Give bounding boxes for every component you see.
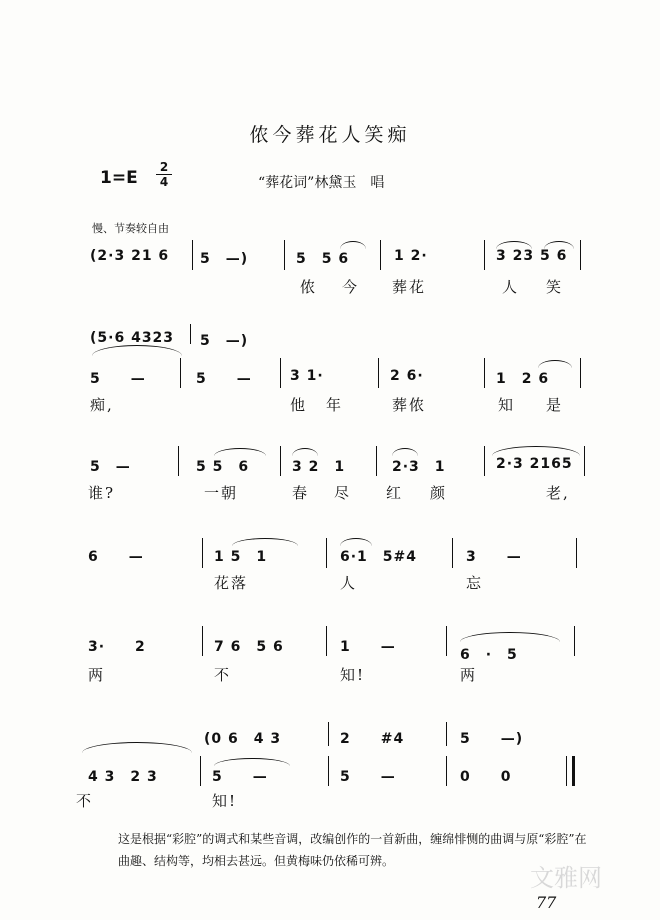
measure: 5 — xyxy=(90,371,146,387)
bar-line xyxy=(452,538,453,568)
measure: 5 5 6 xyxy=(296,251,350,267)
measure: (0 6 4 3 xyxy=(204,731,282,747)
bar-line xyxy=(284,240,285,270)
bar-line xyxy=(192,240,193,270)
page-number: 77 xyxy=(536,893,557,912)
slur xyxy=(496,241,532,249)
measure: 7 6 5 6 xyxy=(214,639,284,655)
bar-line xyxy=(446,722,447,746)
bar-line xyxy=(326,626,327,656)
lyric: 颜 xyxy=(430,484,448,502)
measure: 6 · 5 xyxy=(460,647,518,663)
key-signature: 1=E xyxy=(100,168,138,188)
measure: 5 —) xyxy=(200,333,249,349)
bar-line xyxy=(202,626,203,656)
song-credit: “葬花词”林黛玉 唱 xyxy=(258,175,385,191)
lyric: 谁? xyxy=(88,484,116,502)
bar-line xyxy=(328,722,329,746)
lyric: 年 xyxy=(326,396,344,414)
tempo-marking: 慢、节奏较自由 xyxy=(92,222,169,235)
slur xyxy=(232,538,298,546)
lyric: 知! xyxy=(340,666,366,684)
lyric: 忘 xyxy=(466,574,484,592)
measure: 3 2 1 xyxy=(292,459,346,475)
bar-line xyxy=(380,240,381,270)
slur xyxy=(340,538,372,546)
measure: 0 0 xyxy=(460,769,512,785)
lyric: 知! xyxy=(212,792,238,810)
lyric: 花落 xyxy=(214,574,249,592)
bar-line xyxy=(484,446,485,476)
bar-line xyxy=(326,538,327,568)
measure: 3 — xyxy=(466,549,522,565)
bar-line xyxy=(574,626,575,656)
bar-line xyxy=(446,756,447,786)
slur xyxy=(214,758,290,766)
measure: 5 — xyxy=(340,769,396,785)
bar-line xyxy=(378,358,379,388)
slur xyxy=(392,448,418,456)
bar-line xyxy=(280,358,281,388)
measure: 6·1 5#4 xyxy=(340,549,418,565)
lyric: 是 xyxy=(546,396,564,414)
bar-line xyxy=(446,626,447,656)
measure: 3 23 5 6 xyxy=(496,248,568,264)
slur xyxy=(492,446,580,456)
measure: (5·6 4323 xyxy=(90,330,175,346)
lyric: 他 xyxy=(290,396,308,414)
slur xyxy=(214,448,266,456)
bar-line xyxy=(190,324,191,344)
meter-bottom: 4 xyxy=(156,174,172,189)
measure: 1 — xyxy=(340,639,396,655)
measure: 2·3 2165 xyxy=(496,456,573,472)
lyric: 两 xyxy=(88,666,106,684)
lyric: 一朝 xyxy=(204,484,239,502)
bar-line xyxy=(178,446,179,476)
lyric: 老, xyxy=(546,484,570,502)
bar-line xyxy=(484,358,485,388)
measure: 5 —) xyxy=(460,731,524,747)
measure: 2 6· xyxy=(390,368,424,384)
measure: 4 3 2 3 xyxy=(88,769,158,785)
slur xyxy=(538,360,572,368)
bar-line xyxy=(566,756,567,786)
measure: 2 #4 xyxy=(340,731,405,747)
lyric: 痴, xyxy=(90,396,114,414)
lyric: 红 xyxy=(386,484,404,502)
lyric: 知 xyxy=(498,396,516,414)
lyric: 笑 xyxy=(546,278,564,296)
slur xyxy=(92,345,182,356)
lyric: 不 xyxy=(76,792,94,810)
slur xyxy=(292,448,318,456)
bar-line xyxy=(376,446,377,476)
bar-line xyxy=(484,240,485,270)
lyric: 侬 xyxy=(300,278,318,296)
lyric: 不 xyxy=(214,666,232,684)
measure: 6 — xyxy=(88,549,144,565)
bar-line xyxy=(200,756,201,786)
song-title: 侬今葬花人笑痴 xyxy=(249,124,411,146)
bar-line xyxy=(584,446,585,476)
measure: 1 5 1 xyxy=(214,549,268,565)
lyric: 人 xyxy=(502,278,520,296)
bar-line xyxy=(180,358,181,388)
lyric: 尽 xyxy=(334,484,352,502)
measure: 3· 2 xyxy=(88,639,146,655)
slur xyxy=(544,241,574,249)
bar-line xyxy=(328,756,329,786)
lyric: 人 xyxy=(340,574,358,592)
measure: 5 — xyxy=(212,769,268,785)
final-bar-line xyxy=(572,756,575,786)
measure: 5 —) xyxy=(200,251,249,267)
lyric: 两 xyxy=(460,666,478,684)
measure: 1 2 6 xyxy=(496,371,550,387)
slur xyxy=(82,742,192,753)
meter-top: 2 xyxy=(159,160,169,174)
bar-line xyxy=(202,538,203,568)
bar-line xyxy=(580,240,581,270)
measure: 5 — xyxy=(196,371,252,387)
lyric: 葬侬 xyxy=(392,396,427,414)
measure: 3 1· xyxy=(290,368,324,384)
lyric: 春 xyxy=(292,484,310,502)
slur xyxy=(340,241,366,249)
measure: 5 5 6 xyxy=(196,459,250,475)
slur xyxy=(460,632,560,642)
lyric: 今 xyxy=(342,278,360,296)
time-signature xyxy=(156,160,172,189)
lyric: 葬花 xyxy=(392,278,427,296)
footnote: 这是根据“彩腔”的调式和某些音调，改编创作的一首新曲，缠绵悱恻的曲调与原“彩腔”在曲趣、结构等，均相去甚远。但黄梅味仍依稀可辨。 xyxy=(118,832,587,868)
watermark: 文雅网 xyxy=(530,864,602,892)
bar-line xyxy=(576,538,577,568)
measure: 5 — xyxy=(90,459,131,475)
measure: (2·3 21 6 xyxy=(90,248,170,264)
bar-line xyxy=(580,358,581,388)
measure: 2·3 1 xyxy=(392,459,446,475)
bar-line xyxy=(280,446,281,476)
measure: 1 2· xyxy=(394,248,428,264)
